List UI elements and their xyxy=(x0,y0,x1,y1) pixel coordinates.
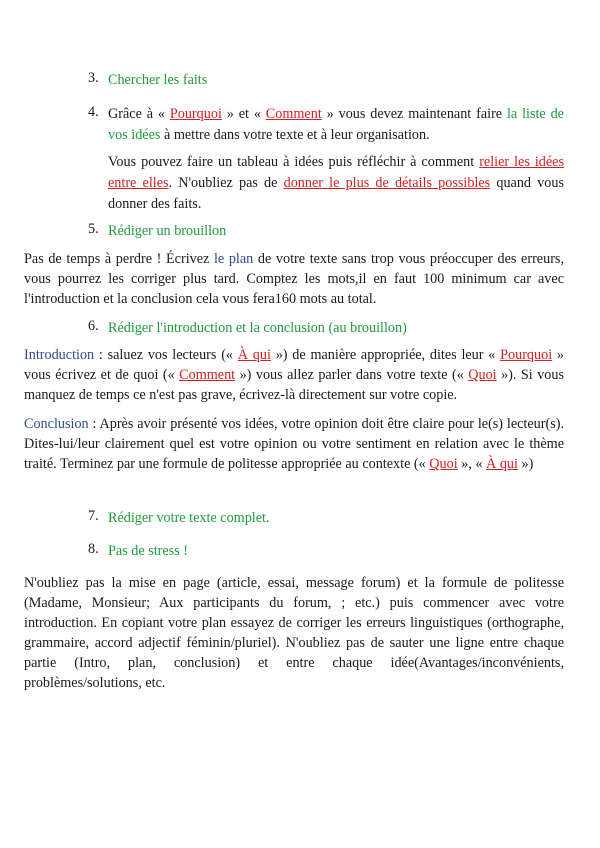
item-7 xyxy=(108,508,564,529)
link-comment[interactable]: Comment xyxy=(265,106,322,122)
paragraph-text: ») vous allez parler dans votre texte (« xyxy=(235,367,469,383)
link-relier-idees[interactable]: relier les idées entre elles xyxy=(108,154,564,191)
item-7-title: Rédiger votre texte complet. xyxy=(108,510,270,526)
item-4-text: » vous devez maintenant faire xyxy=(321,106,507,122)
item-4-text: » et « xyxy=(221,106,266,122)
paragraph-text: : saluez vos lecteurs (« xyxy=(94,347,238,363)
item-4-text: . N'oubliez pas de xyxy=(168,175,284,191)
link-a-qui[interactable]: À qui xyxy=(237,347,271,363)
item-8-title: Pas de stress ! xyxy=(108,543,188,559)
item-4-paragraph-2 xyxy=(108,152,564,215)
item-4-text: Vous pouvez faire un tableau à idées puis réfléchir à comment xyxy=(108,154,480,170)
item-number-3: 3. xyxy=(88,70,99,86)
item-8 xyxy=(108,541,564,562)
item-6-title: Rédiger l'introduction et la conclusion (au brouillon) xyxy=(108,320,407,336)
item-3-title: Chercher les faits xyxy=(108,72,208,88)
paragraph-introduction xyxy=(24,345,564,405)
paragraph-text: : Après avoir présenté vos idées, votre opinion doit être claire pour le(s) lecteur(s). Dites-lui/leur clairement quel est votre opinion ou votre sentiment en relation avec le thème traité. Terminez par une formule de politesse appropriée au contexte (« xyxy=(24,416,564,472)
item-number-4: 4. xyxy=(88,104,99,120)
item-3 xyxy=(108,70,564,91)
link-a-qui[interactable]: À qui xyxy=(486,456,518,472)
link-details[interactable]: donner le plus de détails possibles xyxy=(283,175,491,191)
paragraph-text: Pas de temps à perdre ! Écrivez xyxy=(24,251,214,267)
paragraph-text: », « xyxy=(457,456,487,472)
item-6 xyxy=(108,318,564,339)
paragraph-brouillon xyxy=(24,249,564,309)
paragraph-text: » vous écrivez et de quoi (« xyxy=(24,347,565,383)
paragraph-conclusion xyxy=(24,414,564,474)
link-quoi[interactable]: Quoi xyxy=(429,456,458,472)
paragraph-text: de votre texte sans trop vous préoccuper des erreurs, vous pourrez les corriger plus tard. Comptez les mots,il en faut 100 minimum car avec l'introduction et la conclusion cela vous fera160 mots au total. xyxy=(24,251,564,307)
item-number-6: 6. xyxy=(88,318,99,334)
item-5-title: Rédiger un brouillon xyxy=(108,223,227,239)
item-4-text: quand vous donner des faits. xyxy=(108,175,564,212)
item-4-text: à mettre dans votre texte et à leur organisation. xyxy=(160,127,430,143)
paragraph-final xyxy=(24,573,564,693)
item-number-8: 8. xyxy=(88,541,99,557)
paragraph-text: N'oubliez pas la mise en page (article, essai, message forum) et la formule de politesse (Madame, Monsieur; Aux participants du forum, ; etc.) puis commencer avec votre introduction. En copiant votre plan essayez de corriger les erreurs linguistiques (orthographe, grammaire, accord adjectif féminin/pluriel). N'oubliez pas de sauter une ligne entre chaque partie (Intro, plan, conclusion) et entre chaque idée(Avantages/inconvénients, problèmes/solutions, etc. xyxy=(24,575,564,691)
conclusion-label: Conclusion xyxy=(24,416,89,432)
link-pourquoi[interactable]: Pourquoi xyxy=(500,347,553,363)
paragraph-text: ») de manière appropriée, dites leur « xyxy=(270,347,501,363)
item-5 xyxy=(108,221,564,242)
introduction-label: Introduction xyxy=(24,347,95,363)
highlight-le-plan: le plan xyxy=(213,251,254,267)
link-comment[interactable]: Comment xyxy=(179,367,236,383)
item-number-7: 7. xyxy=(88,508,99,524)
paragraph-text: »). Si vous manquez de temps ce n'est pas grave, écrivez-là directement sur votre copie. xyxy=(24,367,564,403)
highlight-liste-idees: la liste de vos idées xyxy=(108,106,564,143)
item-4-paragraph-1 xyxy=(108,104,564,146)
item-4-text: Grâce à « xyxy=(108,106,170,122)
link-pourquoi[interactable]: Pourquoi xyxy=(169,106,222,122)
link-quoi[interactable]: Quoi xyxy=(468,367,497,383)
paragraph-text: ») xyxy=(517,456,534,472)
item-number-5: 5. xyxy=(88,221,99,237)
